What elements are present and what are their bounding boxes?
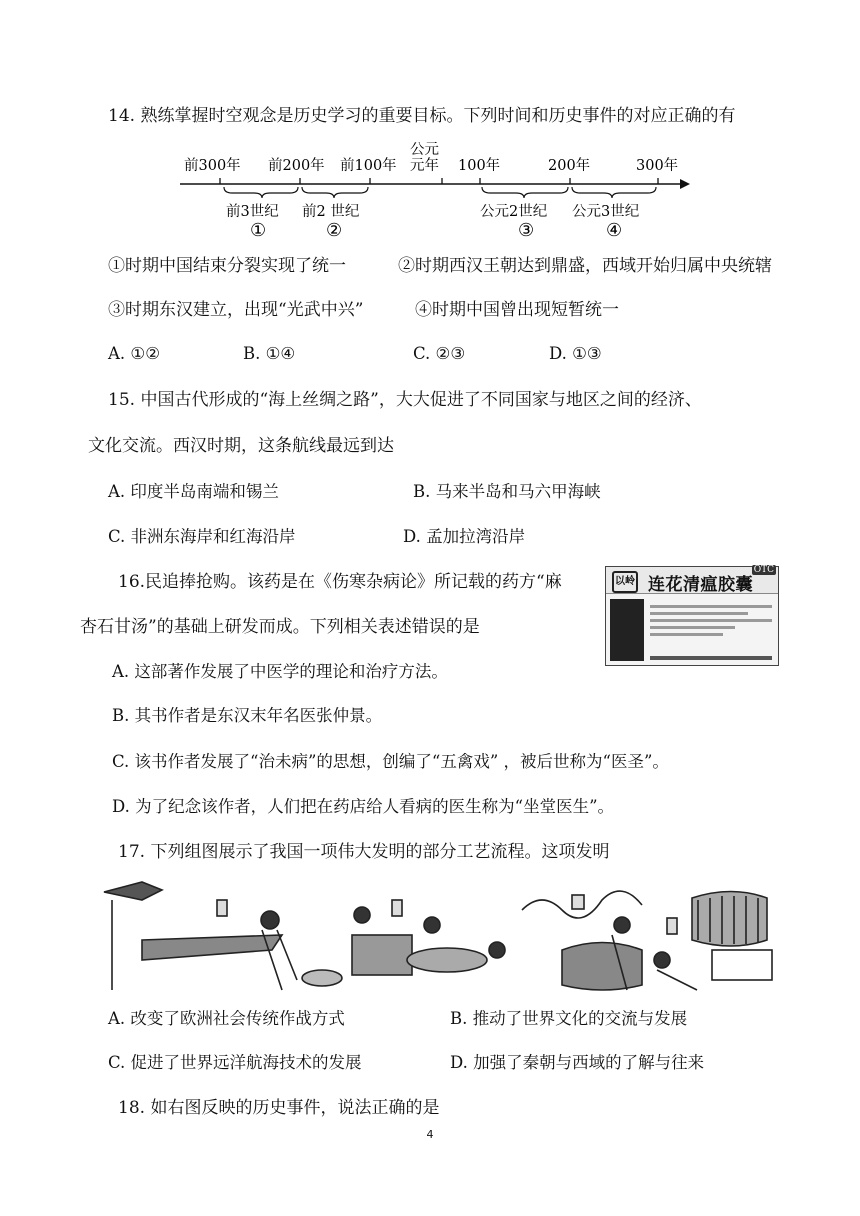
arrow-head-icon (680, 179, 690, 189)
brand-logo-icon: 以岭 (612, 571, 638, 593)
q16-stem-line2: 杏石甘汤”的基础上研发而成。下列相关表述错误的是 (80, 617, 480, 637)
q17-stem: 17. 下列组图展示了我国一项伟大发明的部分工艺流程。这项发明 (118, 842, 610, 862)
q14-statement-4: ④时期中国曾出现短暂统一 (415, 300, 619, 320)
q17-option-d[interactable]: D. 加强了秦朝与西域的了解与往来 (450, 1053, 705, 1072)
q14-option-c[interactable]: C. ②③ (413, 344, 466, 363)
q17-option-b[interactable]: B. 推动了世界文化的交流与发展 (450, 1009, 688, 1028)
tick-year1: 元年 (410, 158, 439, 174)
otc-badge: OTC (753, 565, 774, 575)
q16-stem-line1: 16.民追捧抢购。该药是在《伤寒杂病论》所记载的药方“麻 (118, 572, 562, 592)
q14-statement-2: ②时期西汉王朝达到鼎盛，西域开始归属中央统辖 (398, 256, 772, 276)
gongyuan-label: 公元 (410, 142, 439, 158)
q15-stem-line1: 15. 中国古代形成的“海上丝绸之路”，大大促进了不同国家与地区之间的经济、 (108, 390, 702, 410)
brace-4 (572, 187, 656, 198)
medicine-box-image (605, 566, 779, 666)
q16-option-c[interactable]: C. 该书作者发展了“治未病”的思想，创编了“五禽戏” ，被后世称为“医圣”。 (112, 752, 669, 771)
tick-200ad: 200年 (548, 158, 591, 174)
mark-2: ② (326, 220, 343, 240)
mark-1: ① (250, 220, 267, 240)
brace-label-1: 前3世纪 (226, 204, 279, 220)
q16-option-d[interactable]: D. 为了纪念该作者，人们把在药店给人看病的医生称为“坐堂医生”。 (112, 797, 615, 816)
brace-label-4: 公元3世纪 (572, 204, 640, 220)
q18-stem: 18. 如右图反映的历史事件，说法正确的是 (118, 1098, 440, 1118)
q16-option-b[interactable]: B. 其书作者是东汉末年名医张仲景。 (112, 706, 383, 725)
medicine-name: 连花清瘟胶囊 (648, 575, 753, 595)
papermaking-process-illustration (102, 880, 782, 994)
tick-100ad: 100年 (458, 158, 501, 174)
tick-200bc: 前200年 (268, 158, 325, 174)
q15-option-d[interactable]: D. 孟加拉湾沿岸 (403, 527, 526, 546)
brace-3 (482, 187, 568, 198)
q17-option-a[interactable]: A. 改变了欧洲社会传统作战方式 (108, 1009, 345, 1028)
timeline-diagram (180, 140, 700, 240)
q15-option-a[interactable]: A. 印度半岛南端和锡兰 (108, 482, 279, 501)
q14-option-a[interactable]: A. ①② (108, 344, 160, 363)
brace-2 (302, 187, 368, 198)
q14-option-d[interactable]: D. ①③ (549, 344, 602, 363)
q16-option-a[interactable]: A. 这部著作发展了中医学的理论和治疗方法。 (112, 662, 448, 681)
tick-300bc: 前300年 (184, 158, 241, 174)
q15-option-c[interactable]: C. 非洲东海岸和红海沿岸 (108, 527, 296, 546)
mark-3: ③ (518, 220, 535, 240)
brace-1 (224, 187, 298, 198)
q17-option-c[interactable]: C. 促进了世界远洋航海技术的发展 (108, 1053, 362, 1072)
q15-stem-line2: 文化交流。西汉时期，这条航线最远到达 (88, 436, 394, 456)
q15-option-b[interactable]: B. 马来半岛和马六甲海峡 (413, 482, 601, 501)
brace-label-3: 公元2世纪 (480, 204, 548, 220)
brace-label-2: 前2 世纪 (302, 204, 360, 220)
package-photo (610, 599, 644, 661)
page-number: 4 (426, 1128, 434, 1141)
q14-stem: 14. 熟练掌握时空观念是历史学习的重要目标。下列时间和历史事件的对应正确的有 (108, 106, 736, 126)
mark-4: ④ (606, 220, 623, 240)
q14-statement-1: ①时期中国结束分裂实现了统一 (108, 256, 346, 276)
tick-300ad: 300年 (636, 158, 679, 174)
q14-option-b[interactable]: B. ①④ (243, 344, 296, 363)
tick-100bc: 前100年 (340, 158, 397, 174)
q14-statement-3: ③时期东汉建立，出现“光武中兴” (108, 300, 364, 320)
